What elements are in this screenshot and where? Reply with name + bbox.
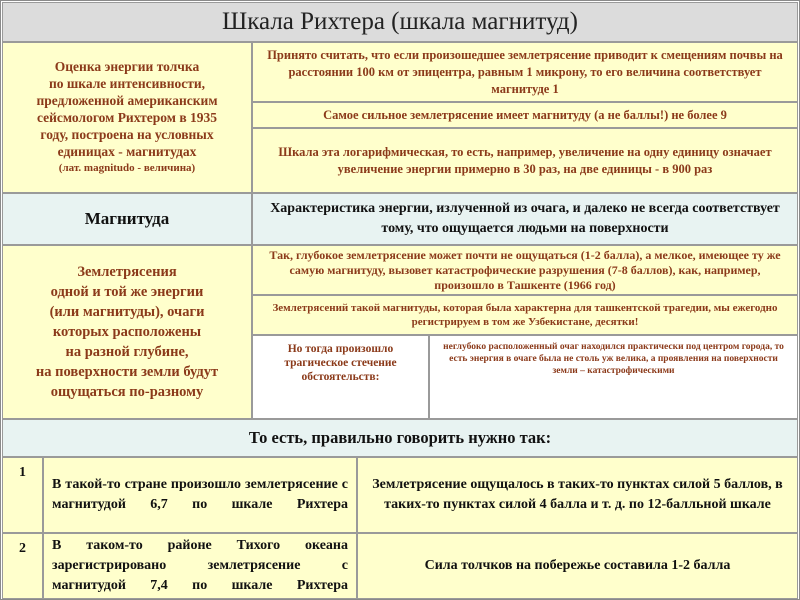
magnitude-label: Магнитуда xyxy=(2,193,252,245)
depth-heading-line: одной и той же энергии xyxy=(50,284,204,300)
magnitude-phrase: В такой-то стране произошло землетрясение с магнитудой 6,7 по шкале Рихтера xyxy=(43,457,357,533)
depth-heading-line: на поверхности земли будут xyxy=(35,364,219,380)
circumstance-note: Но тогда произошло трагическое стечение обстоятельств: xyxy=(252,335,429,419)
depth-heading-line: которых расположены xyxy=(52,324,202,340)
row-number: 1 xyxy=(2,457,43,533)
definition-heading-line: по шкале интенсивности, xyxy=(48,76,205,91)
intensity-phrase: Сила толчков на побережье составила 1-2 балла xyxy=(357,533,798,599)
slide-title: Шкала Рихтера (шкала магнитуд) xyxy=(2,2,798,42)
definition-heading-line: единицах - магнитудах xyxy=(57,144,197,159)
depth-example: Так, глубокое землетрясение может почти не ощущаться (1-2 балла), а мелкое, имеющее ту же самую магнитуду, вызовет катастрофические разрушения (7-8 баллов), как, например, произошло в Ташкенте (1966 год) xyxy=(252,245,798,295)
depth-heading xyxy=(2,245,252,419)
definition-heading-line: предложенной американским xyxy=(36,93,218,108)
row-number: 2 xyxy=(2,533,43,599)
definition-point-2: Самое сильное землетрясение имеет магнитуду (а не баллы!) не более 9 xyxy=(252,102,798,128)
depth-heading-line: на разной глубине, xyxy=(65,344,189,360)
depth-heading-line: Землетрясения xyxy=(77,264,177,280)
definition-heading-line: (лат. magnitudo - величина) xyxy=(58,162,196,174)
magnitude-phrase: В таком-то районе Тихого океана зарегистрировано землетрясение с магнитудой 7,4 по шкале Рихтера xyxy=(43,533,357,599)
definition-point-1: Принято считать, что если произошедшее землетрясение приводит к смещениям почвы на расстоянии 100 км от эпицентра, равным 1 микрону, то его величина соответствует магнитуде 1 xyxy=(252,42,798,102)
intensity-phrase: Землетрясение ощущалось в таких-то пунктах силой 5 баллов, в таких-то пунктах силой 4 балла и т. д. по 12-балльной шкале xyxy=(357,457,798,533)
depth-heading-line: ощущаться по-разному xyxy=(50,384,204,400)
definition-heading-line: Оценка энергии толчка xyxy=(54,59,200,74)
tashkent-note: Землетрясений такой магнитуды, которая была характерна для ташкентской трагедии, мы ежегодно регистрируем в том же Узбекистане, десятки! xyxy=(252,295,798,335)
magnitude-definition: Характеристика энергии, излученной из очага, и далеко не всегда соответствует тому, что ощущается людьми на поверхности xyxy=(252,193,798,245)
definition-heading-line: сейсмологом Рихтером в 1935 xyxy=(37,110,217,125)
depth-heading-line: (или магнитуды), очаги xyxy=(49,304,205,320)
definition-heading xyxy=(2,42,252,193)
definition-heading-line: году, построена на условных xyxy=(40,127,214,142)
correct-usage-heading: То есть, правильно говорить нужно так: xyxy=(2,419,798,457)
circumstance-explanation: неглубоко расположенный очаг находился практически под центром города, то есть энергия в очаге была не столь уж велика, а проявления на поверхности земли – катастрофическими xyxy=(429,335,798,419)
definition-point-3: Шкала эта логарифмическая, то есть, например, увеличение на одну единицу означает увеличение энергии примерно в 30 раз, на две единицы - в 900 раз xyxy=(252,128,798,193)
